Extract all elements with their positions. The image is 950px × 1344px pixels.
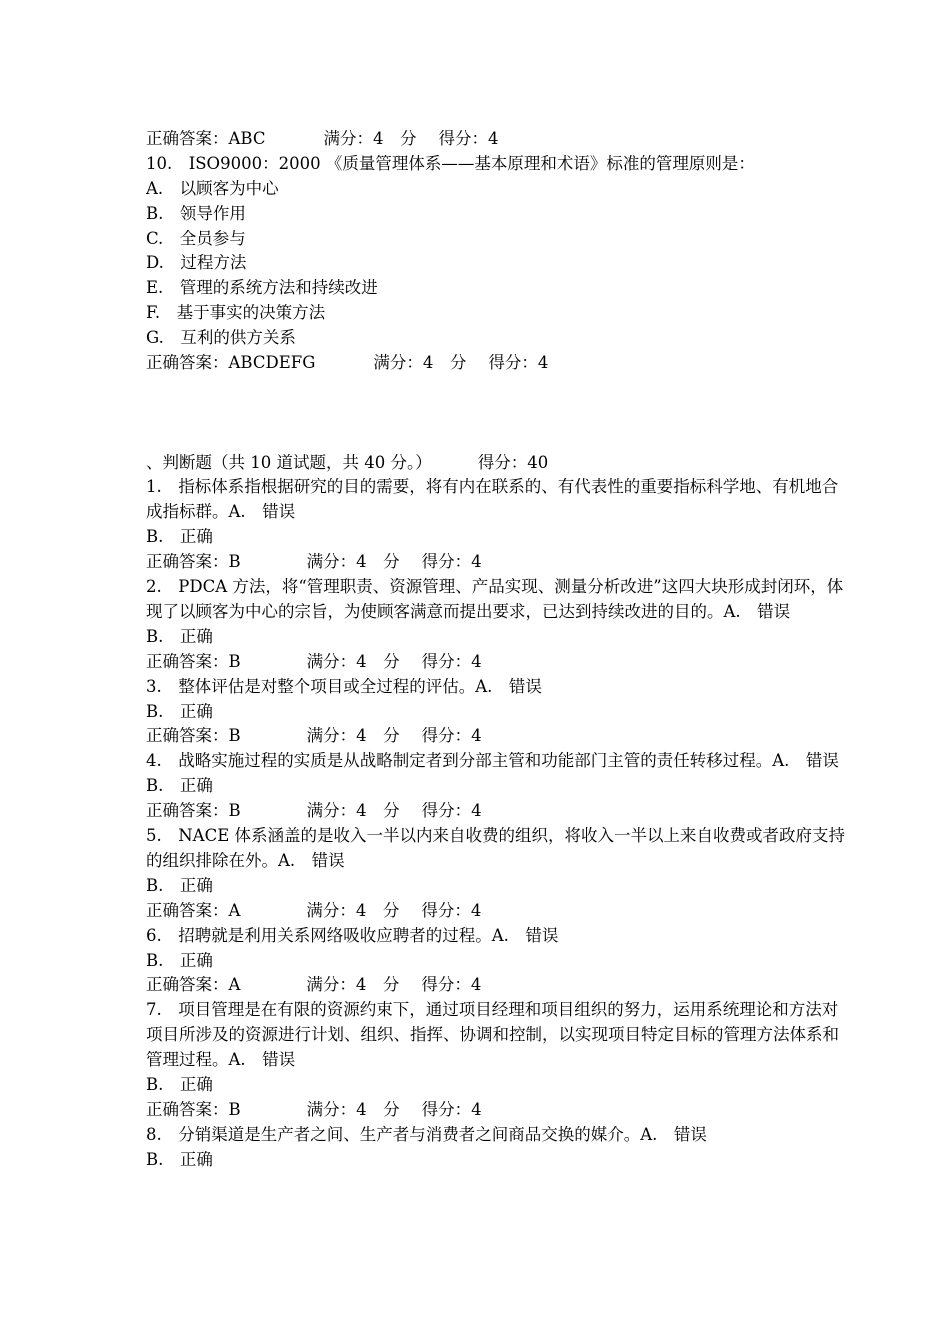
- full-score: 满分：4 分: [306, 651, 400, 671]
- obtained-score: 得分：4: [421, 801, 482, 821]
- option-a: A. 错误: [772, 751, 839, 771]
- score-line: [146, 724, 846, 749]
- obtained-score: 得分：4: [421, 975, 482, 995]
- section-score: 得分：40: [477, 452, 549, 472]
- option: G. 互利的供方关系: [146, 328, 296, 348]
- obtained-score: 得分：4: [421, 900, 482, 920]
- score-line: [146, 799, 846, 824]
- score-line: [146, 973, 846, 998]
- option-b: B. 正确: [146, 1149, 213, 1169]
- option-b: B. 正确: [146, 1075, 213, 1095]
- question-stem: 1. 指标体系指根据研究的目的需要，将有内在联系的、有代表性的重要指标科学地、有机地合成指标群。A. 错误: [146, 477, 839, 522]
- option-b: B. 正确: [146, 701, 213, 721]
- correct-answer: 正确答案：B: [146, 1099, 241, 1119]
- obtained-score: 得分：4: [421, 651, 482, 671]
- obtained-score: 得分：4: [421, 726, 482, 746]
- question-stem: 6. 招聘就是利用关系网络吸收应聘者的过程。A. 错误: [146, 925, 559, 945]
- option-a: A. 错误: [723, 601, 791, 621]
- obtained-score: 得分：4: [421, 552, 482, 572]
- question-stem: 4. 战略实施过程的实质是从战略制定者到分部主管和功能部门主管的责任转移过程。A. 错误: [146, 751, 839, 771]
- option-a: A. 错误: [491, 925, 559, 945]
- score-line: [146, 351, 846, 376]
- option-b: B. 正确: [146, 527, 213, 547]
- question-stem: 3. 整体评估是对整个项目或全过程的评估。A. 错误: [146, 676, 542, 696]
- full-score: 满分：4 分: [306, 1099, 400, 1119]
- obtained-score: 得分：4: [488, 353, 549, 373]
- correct-answer: 正确答案：B: [146, 801, 241, 821]
- score-line: [146, 899, 846, 924]
- option: A. 以顾客为中心: [146, 178, 279, 198]
- option-a: A. 错误: [278, 850, 345, 870]
- question-stem: 7. 项目管理是在有限的资源约束下，通过项目经理和项目组织的努力，运用系统理论和方法对项目所涉及的资源进行计划、组织、指挥、协调和控制，以实现项目特定目标的管理方法体系和管理过程。A. 错误: [146, 1000, 839, 1070]
- option-b: B. 正确: [146, 950, 213, 970]
- option-a: A. 错误: [228, 502, 296, 522]
- option: E. 管理的系统方法和持续改进: [146, 278, 378, 298]
- obtained-score: 得分：4: [438, 129, 499, 148]
- full-score: 满分：4 分: [306, 801, 400, 821]
- full-score: 满分：4 分: [373, 353, 467, 373]
- option: F. 基于事实的决策方法: [146, 303, 326, 323]
- correct-answer: 正确答案：A: [146, 900, 241, 920]
- correct-answer: 正确答案：ABC: [146, 129, 266, 148]
- option: B. 领导作用: [146, 203, 246, 223]
- section-title: 、判断题（共 10 道试题，共 40 分。）: [146, 452, 432, 472]
- option-b: B. 正确: [146, 875, 213, 895]
- full-score: 满分：4 分: [306, 726, 400, 746]
- full-score: 满分：4 分: [306, 975, 400, 995]
- score-line: [146, 1098, 846, 1123]
- obtained-score: 得分：4: [421, 1099, 482, 1119]
- section-heading: [146, 451, 846, 476]
- score-line: [146, 127, 846, 152]
- option-a: A. 错误: [640, 1124, 707, 1144]
- score-line: [146, 550, 846, 575]
- score-line: [146, 650, 846, 675]
- correct-answer: 正确答案：B: [146, 726, 241, 746]
- question-stem: 2. PDCA 方法，将“管理职责、资源管理、产品实现、测量分析改进”这四大块形成封闭环，体现了以顾客为中心的宗旨，为使顾客满意而提出要求，已达到持续改进的目的。A. 错误: [146, 577, 844, 621]
- correct-answer: 正确答案：ABCDEFG: [146, 353, 316, 373]
- question-stem: 10. ISO9000：2000 《质量管理体系——基本原理和术语》标准的管理原则是：: [146, 153, 755, 173]
- option-b: B. 正确: [146, 626, 213, 646]
- option-b: B. 正确: [146, 776, 213, 796]
- option-a: A. 错误: [475, 676, 542, 696]
- question-stem: 5. NACE 体系涵盖的是收入一半以内来自收费的组织，将收入一半以上来自收费或者政府支持的组织排除在外。A. 错误: [146, 826, 846, 870]
- document-page: [146, 127, 846, 1173]
- correct-answer: 正确答案：A: [146, 975, 241, 995]
- question-stem: 8. 分销渠道是生产者之间、生产者与消费者之间商品交换的媒介。A. 错误: [146, 1124, 707, 1144]
- option-a: A. 错误: [228, 1050, 296, 1070]
- correct-answer: 正确答案：B: [146, 552, 241, 572]
- full-score: 满分：4 分: [306, 552, 400, 572]
- option: D. 过程方法: [146, 253, 247, 273]
- option: C. 全员参与: [146, 228, 246, 248]
- full-score: 满分：4 分: [306, 900, 400, 920]
- full-score: 满分：4 分: [323, 129, 417, 148]
- correct-answer: 正确答案：B: [146, 651, 241, 671]
